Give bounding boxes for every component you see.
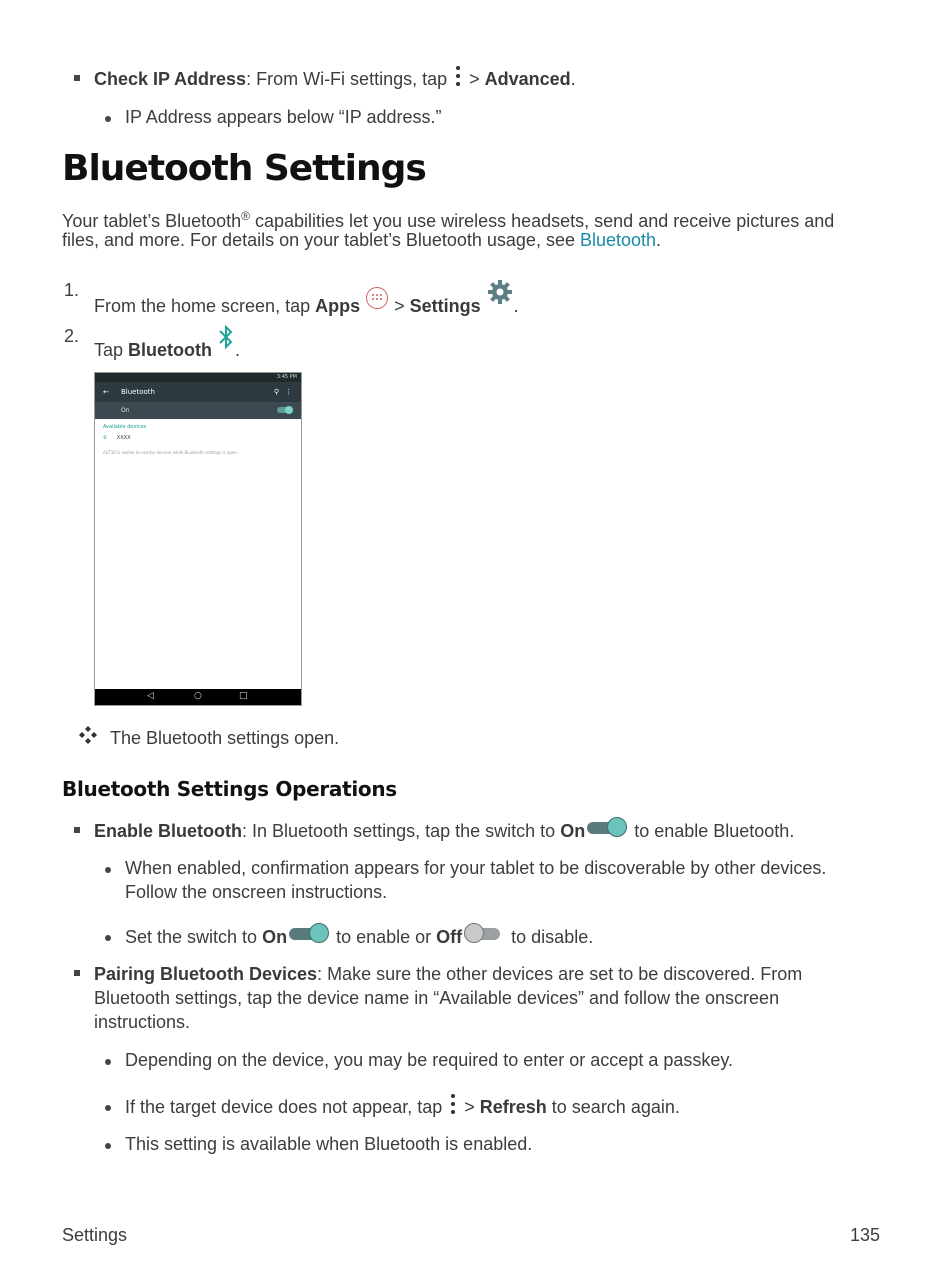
enable-note-line-2: Follow the onscreen instructions.: [125, 882, 388, 902]
bullet-dot: [105, 867, 111, 873]
gear-icon: [486, 278, 514, 306]
section-heading: Bluetooth Settings Operations: [62, 777, 397, 801]
enable-bluetooth-item: Enable Bluetooth: In Bluetooth settings, tap the switch to On to enable Bluetooth.: [94, 818, 794, 843]
bullet-square: [74, 827, 80, 833]
page-title: Bluetooth Settings: [62, 148, 426, 189]
phone-icon: ✆: [103, 435, 108, 441]
ip-note: IP Address appears below “IP address.”: [125, 107, 442, 127]
bullet-dot: [105, 935, 111, 941]
nav-recents-icon: □: [239, 691, 248, 701]
intro-line-1: Your tablet’s Bluetooth® capabilities let you use wireless headsets, send and receive pictures and: [62, 209, 835, 231]
bullet-square: [74, 970, 80, 976]
bullet-dot: [105, 1059, 111, 1065]
switch-note: Set the switch to On to enable or Off to disable.: [125, 924, 593, 949]
toggle-on-icon: [587, 818, 627, 838]
nav-home-icon: ○: [194, 691, 202, 701]
footer-section: Settings: [62, 1225, 128, 1245]
navigation-bar: [95, 689, 301, 705]
app-bar: [95, 382, 301, 402]
toggle-off-icon: [464, 924, 504, 944]
nav-back-icon: ◁: [147, 691, 154, 701]
visibility-note: A2710 is visible to nearby devices while Bluetooth settings is open.: [103, 450, 239, 455]
bluetooth-icon: [217, 324, 235, 350]
bluetooth-screenshot: [94, 372, 302, 706]
more-options-icon: [450, 1094, 456, 1116]
back-arrow-icon: ←: [103, 388, 109, 396]
device-list: [95, 419, 301, 459]
bullet-square: [74, 75, 80, 81]
app-bar-title: Bluetooth: [121, 388, 155, 396]
page-number: 135: [849, 1225, 880, 1245]
bullet-dot: [105, 116, 111, 122]
availability-note: This setting is available when Bluetooth is enabled.: [125, 1134, 533, 1154]
step-1: From the home screen, tap Apps > Settings .: [94, 278, 519, 318]
step-2: Tap Bluetooth .: [94, 324, 240, 362]
available-devices-header: Available devices: [103, 424, 147, 430]
pairing-line-1: Pairing Bluetooth Devices: Make sure the other devices are set to be discovered. From: [94, 964, 803, 984]
step-1-number: 1.: [64, 280, 80, 300]
bullet-dot: [105, 1105, 111, 1111]
search-icon: ⚲: [273, 388, 279, 396]
check-ip-label: Check IP Address: [94, 69, 247, 89]
status-bar: 3:45 PM: [95, 373, 301, 382]
apps-icon: [365, 286, 389, 310]
pairing-line-2: Bluetooth settings, tap the device name in “Available devices” and follow the onscreen: [94, 988, 780, 1008]
bluetooth-link[interactable]: Bluetooth: [579, 230, 657, 250]
toggle-on-icon: [289, 924, 329, 944]
check-ip-item: Check IP Address: From Wi-Fi settings, tap > Advanced.: [94, 66, 576, 91]
more-options-icon: [455, 66, 461, 88]
step-2-number: 2.: [64, 326, 80, 346]
enable-note-line-1: When enabled, confirmation appears for your tablet to be discoverable by other devices.: [125, 858, 827, 878]
device-row: ✆ XXXX: [103, 435, 131, 441]
intro-line-2: files, and more. For details on your tablet’s Bluetooth usage, see Bluetooth.: [62, 230, 662, 250]
refresh-note: If the target device does not appear, tap > Refresh to search again.: [125, 1094, 680, 1119]
bullet-dot: [105, 1143, 111, 1149]
pairing-line-3: instructions.: [94, 1012, 191, 1032]
passkey-note: Depending on the device, you may be required to enter or accept a passkey.: [125, 1050, 734, 1070]
on-row: On: [95, 402, 301, 419]
result-diamonds-icon: [78, 726, 98, 744]
result-text: The Bluetooth settings open.: [110, 728, 340, 748]
more-icon: ⋮: [285, 388, 292, 396]
